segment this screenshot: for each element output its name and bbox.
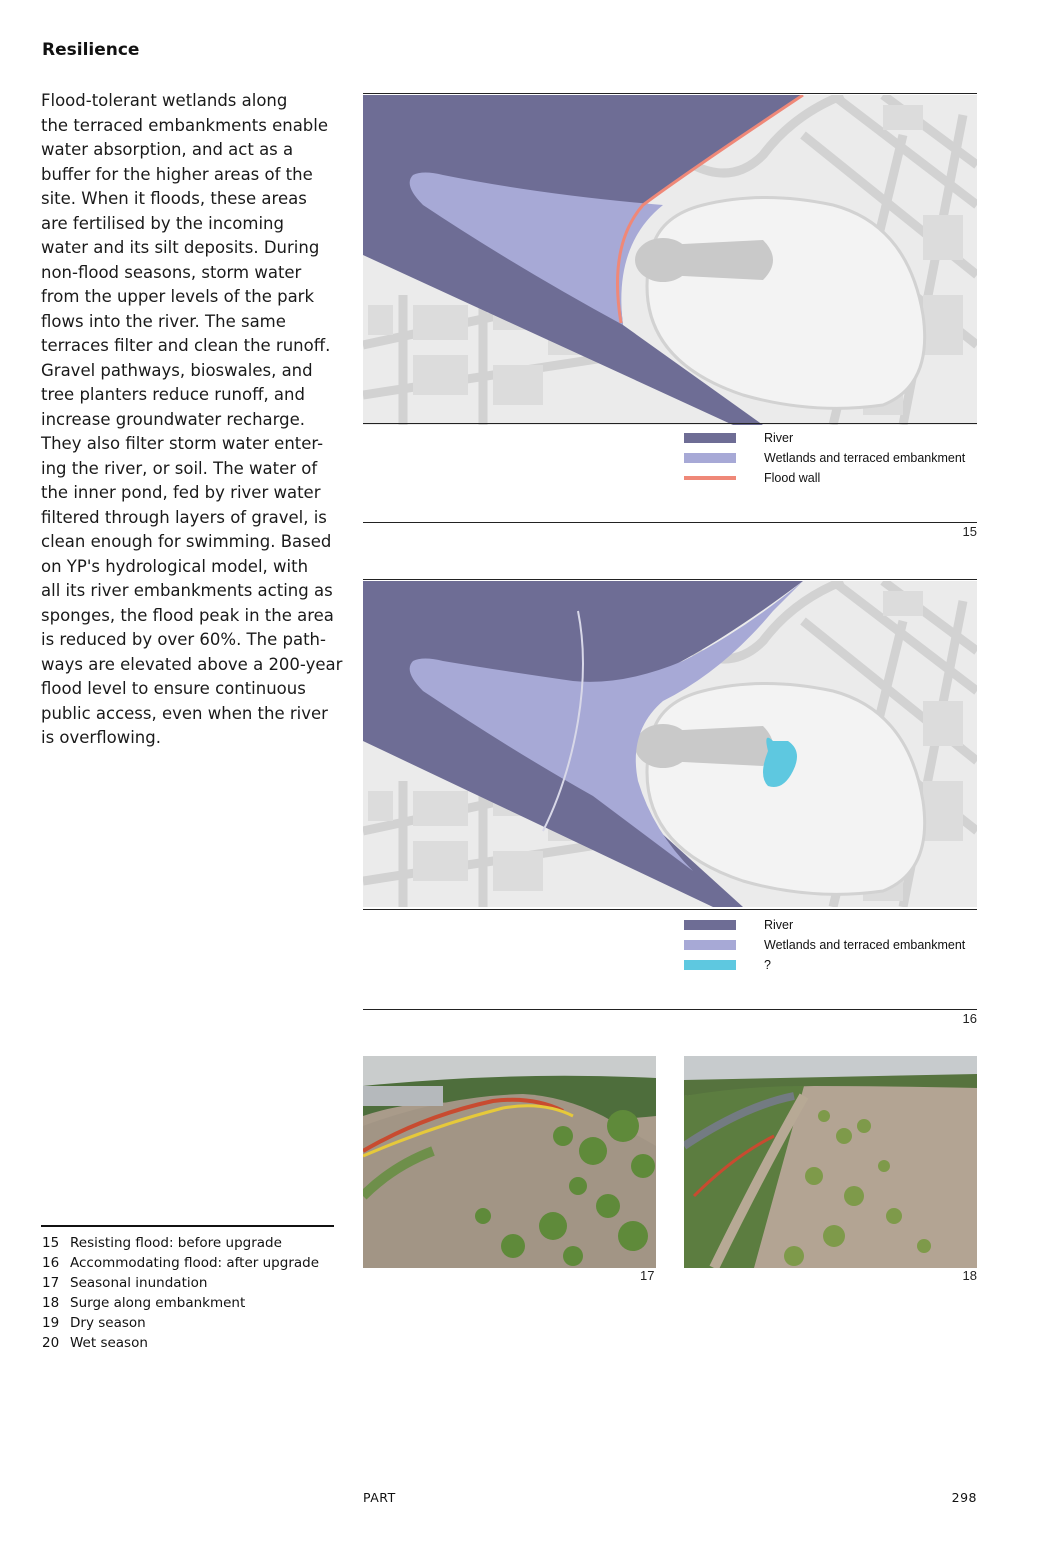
figure-captions: [42, 1233, 319, 1353]
body-line: non-flood seasons, storm water: [41, 262, 302, 282]
body-line: buffer for the higher areas of the: [41, 164, 313, 184]
caption-item: [42, 1233, 319, 1253]
body-line: terraces filter and clean the runoff.: [41, 336, 331, 355]
flood-after-map-illustration: [363, 581, 977, 907]
body-line: Flood-tolerant wetlands along: [41, 91, 288, 110]
caption-item: [42, 1273, 319, 1293]
wetlands-swatch: [684, 453, 736, 463]
surge-embankment-photo-illustration: [684, 1056, 977, 1268]
body-line: sponges, the flood peak in the area: [41, 605, 334, 625]
figure-16-map: [363, 581, 977, 907]
legend-label: River: [764, 918, 794, 932]
seasonal-inundation-photo-illustration: [363, 1056, 656, 1268]
body-line: on YP's hydrological model, with: [41, 556, 309, 576]
river-swatch: [684, 920, 736, 930]
caption-text: Resisting flood: before upgrade: [70, 1235, 282, 1251]
body-line: from the upper levels of the park: [41, 287, 315, 306]
figure-15-bottom-rule: [363, 423, 977, 424]
legend-label: ?: [764, 958, 771, 972]
section-heading: Resilience: [42, 40, 140, 60]
body-line: flows into the river. The same: [41, 311, 286, 331]
body-line: filtered through layers of gravel, is: [41, 507, 327, 527]
figure-number: 16: [962, 1011, 977, 1026]
body-line: flood level to ensure continuous: [41, 679, 306, 698]
body-line: ing the river, or soil. The water of: [41, 458, 318, 478]
figure-16-top-rule: [363, 579, 977, 580]
body-paragraph: [41, 89, 341, 751]
caption-text: Seasonal inundation: [70, 1275, 208, 1291]
caption-text: Wet season: [70, 1335, 148, 1351]
caption-text: Dry season: [70, 1315, 146, 1331]
legend-label: Wetlands and terraced embankment: [764, 938, 966, 952]
caption-item: [42, 1313, 319, 1333]
body-line: tree planters reduce runoff, and: [41, 385, 305, 404]
caption-item: [42, 1253, 319, 1273]
river-swatch: [684, 433, 736, 443]
body-line: site. When it floods, these areas: [41, 189, 307, 208]
body-line: increase groundwater recharge.: [41, 409, 305, 429]
figure-number: 15: [962, 524, 977, 539]
caption-item: [42, 1333, 319, 1353]
figure-number: 17: [640, 1268, 655, 1283]
captions-rule: [41, 1225, 334, 1227]
caption-number: 19: [42, 1315, 60, 1331]
flood-wall-swatch: [684, 476, 736, 480]
page-number: 298: [951, 1490, 977, 1505]
photo-seasonal-inundation: [363, 1056, 656, 1268]
figure-15-caption-rule: [363, 522, 977, 523]
body-line: clean enough for swimming. Based: [41, 532, 332, 551]
caption-text: Surge along embankment: [70, 1295, 246, 1311]
caption-number: 17: [42, 1275, 60, 1291]
body-line: is reduced by over 60%. The path-: [41, 630, 326, 649]
body-line: all its river embankments acting as: [41, 581, 333, 600]
body-line: public access, even when the river: [41, 703, 328, 723]
body-line: the inner pond, fed by river water: [41, 483, 321, 502]
pond-swatch: [684, 960, 736, 970]
legend-label: Wetlands and terraced embankment: [764, 451, 966, 465]
legend-label: River: [764, 431, 794, 445]
flood-before-map-illustration: [363, 95, 977, 425]
body-line: is overflowing.: [41, 728, 161, 747]
figure-number: 18: [962, 1268, 977, 1283]
body-line: are fertilised by the incoming: [41, 213, 284, 233]
photo-surge-along-embankment: [684, 1056, 977, 1268]
footer-section-label: PART: [363, 1490, 396, 1505]
body-line: water absorption, and act as a: [41, 140, 294, 159]
figure-15-map: [363, 95, 977, 425]
body-line: water and its silt deposits. During: [41, 238, 320, 257]
caption-item: [42, 1293, 319, 1313]
body-line: They also filter storm water enter-: [41, 434, 324, 453]
figure-16-bottom-rule: [363, 909, 977, 910]
figure-15-top-rule: [363, 93, 977, 94]
caption-text: Accommodating flood: after upgrade: [70, 1255, 320, 1271]
body-line: Gravel pathways, bioswales, and: [41, 360, 313, 380]
wetlands-swatch: [684, 940, 736, 950]
caption-number: 20: [42, 1335, 60, 1351]
caption-number: 16: [42, 1255, 60, 1271]
caption-number: 18: [42, 1295, 60, 1311]
figure-16-caption-rule: [363, 1009, 977, 1010]
caption-number: 15: [42, 1235, 60, 1251]
body-line: ways are elevated above a 200-year: [41, 654, 343, 674]
legend-label: Flood wall: [764, 471, 821, 485]
body-line: the terraced embankments enable: [41, 115, 329, 135]
